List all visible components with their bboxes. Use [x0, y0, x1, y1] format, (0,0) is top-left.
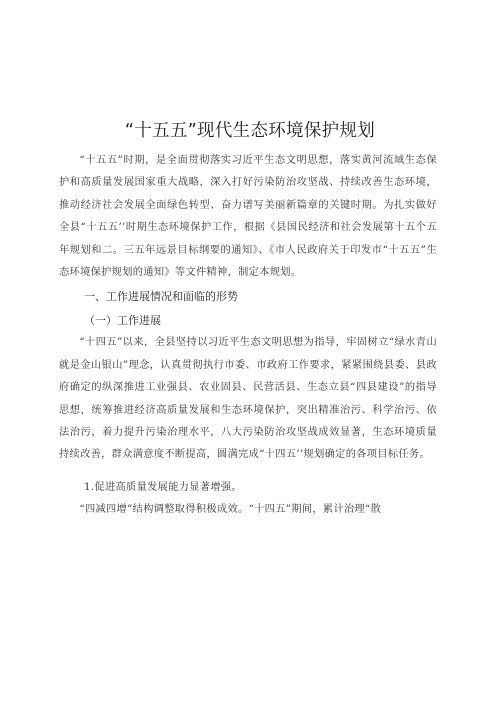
section-heading: 一、工作进展情况和面临的形势: [84, 290, 238, 304]
progress-paragraph: “十四五”以来，全县坚持以习近平生态文明思想为指导，牢固树立“绿水青山就是金山银山”理念，认真贯彻执行市委、市政府工作要求，紧紧围绕县委、县政府确定的纵深推进工业强县、农业固县、民营活县、生态立县“四县建设”的指导思想，统筹推进经济高质量发展和生态环境保护，突出精准治污、科学治污、依法治污，着力提升污染治理水平，八大污染防治攻坚战成效显著，生态环境质量持续改善，群众满意度不断提高，圆满完成“十四五’’规划确定的各项目标任务。: [59, 337, 437, 461]
document-title: “十五五”现代生态环境保护规划: [124, 121, 376, 141]
subsection-heading: （一）工作进展: [84, 314, 161, 328]
intro-paragraph: “十五五”时期，是全面贯彻落实习近平生态文明思想，落实黄河流域生态保护和高质量发展国家重大战略，深入打好污染防治攻坚战、持续改善生态环境，推动经济社会发展全面绿色转型、奋力谱写美丽新篇章的关键时期。为扎实做好全县“十五五’’时期生态环境保护工作，根据《县国民经济和社会发展第十五个五年规划和二。三五年远景目标纲要的通知》、《市人民政府关于印发市“十五五”生态环境保护规划的通知》等文件精神，制定本规划。: [59, 155, 437, 279]
document-body: [59, 150, 437, 521]
item-heading: 1.促进高质量发展能力显著增强。: [84, 481, 242, 493]
item-paragraph: “四减四增”结构调整取得积极成效。“十四五”期间，累计治理“散: [79, 503, 382, 515]
